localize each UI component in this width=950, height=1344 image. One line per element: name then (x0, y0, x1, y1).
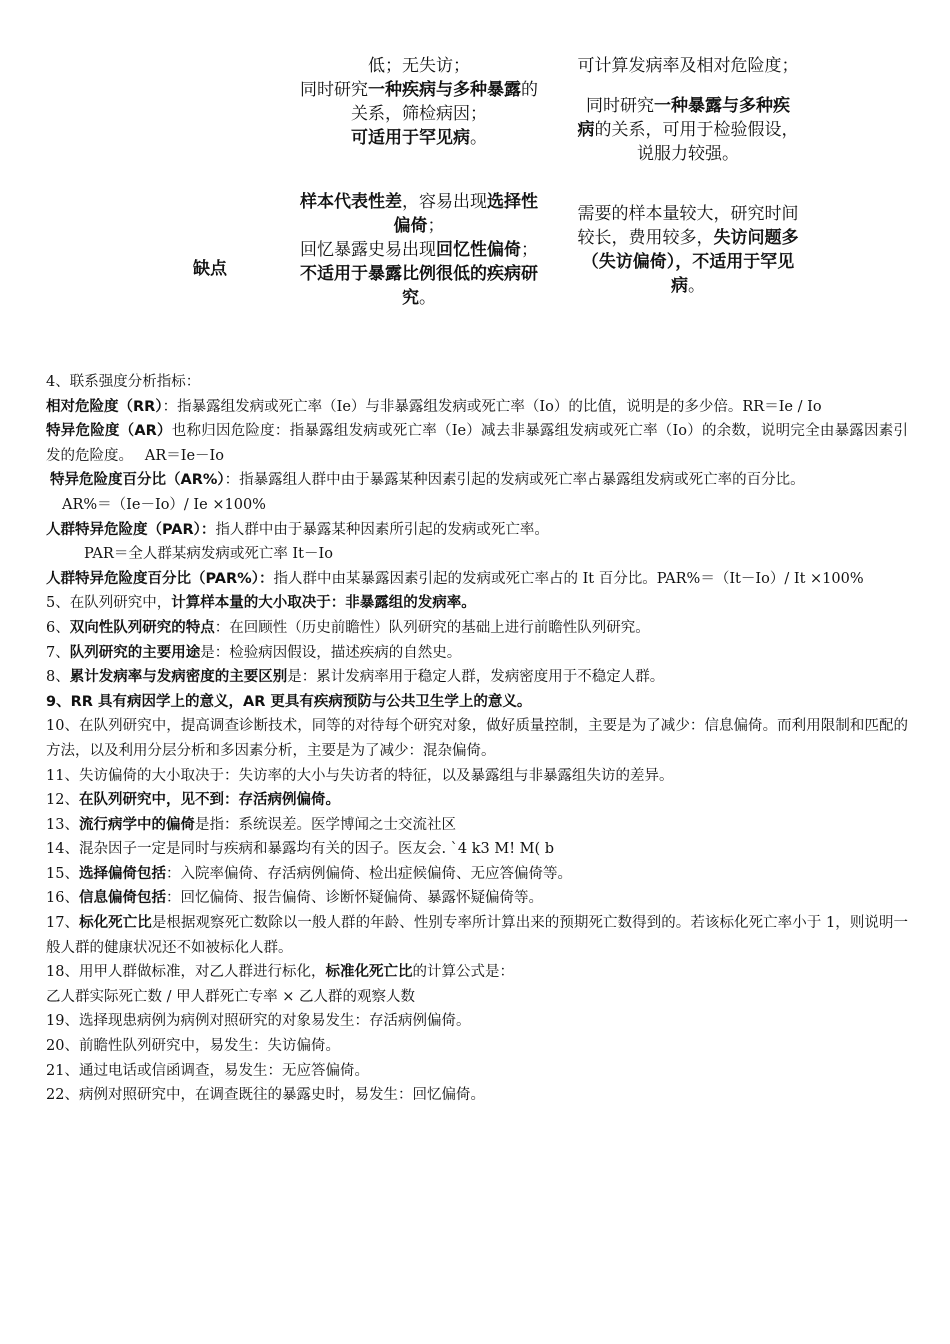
note-7: 7、队列研究的主要用途是：检验病因假设，描述疾病的自然史。 (46, 644, 462, 661)
text-line: 不适用于暴露比例很低的疾病研 (300, 264, 538, 284)
note-parp: 人群特异危险度百分比（PAR%）：指人群中由某暴露因素引起的发病或死亡率占的 It 百分比。PAR%＝（It－Io）/ It ×100% (46, 570, 864, 587)
advantages-cell-case-control (280, 54, 558, 150)
note-12: 12、在队列研究中，见不到：存活病例偏倚。 (46, 792, 340, 809)
note-rr: 相对危险度（RR）：指暴露组发病或死亡率（Ie）与非暴露组发病或死亡率（Io）的比值，说明是的多少倍。RR＝Ie / Io (46, 398, 822, 415)
text-line: 回忆暴露史易出现回忆性偏倚； (300, 240, 538, 260)
note-14: 14、混杂因子一定是同时与疾病和暴露均有关的因子。医友会. `4 k3 M! M( b (46, 841, 555, 858)
text-line: （失访偏倚），不适用于罕见 (581, 252, 795, 272)
text-line: 同时研究一种暴露与多种疾 (586, 96, 790, 116)
note-19: 19、选择现患病例为病例对照研究的对象易发生：存活病例偏倚。 (46, 1013, 471, 1030)
note-par-formula: PAR＝全人群某病发病或死亡率 It－Io (84, 546, 333, 563)
note-13: 13、流行病学中的偏倚是指：系统误差。医学博闻之士交流社区 (46, 816, 456, 833)
note-21: 21、通过电话或信函调查，易发生：无应答偏倚。 (46, 1062, 369, 1079)
text-line: 说服力较强。 (637, 144, 739, 164)
note-16: 16、信息偏倚包括：回忆偏倚、报告偏倚、诊断怀疑偏倚、暴露怀疑偏倚等。 (46, 890, 543, 907)
note-5: 5、在队列研究中，计算样本量的大小取决于：非暴露组的发病率。 (46, 595, 476, 612)
note-arp: 特异危险度百分比（AR%）：指暴露组人群中由于暴露某种因素引起的发病或死亡率占暴露组发病或死亡率的百分比。 (50, 472, 805, 489)
note-arp-formula: AR%＝（Ie－Io）/ Ie ×100% (62, 496, 266, 513)
note-18-formula: 乙人群实际死亡数 / 甲人群死亡专率 × 乙人群的观察人数 (46, 988, 415, 1005)
text-line: 低；无失访； (368, 56, 470, 76)
note-6: 6、双向性队列研究的特点：在回顾性（历史前瞻性）队列研究的基础上进行前瞻性队列研究。 (46, 619, 650, 636)
note-20: 20、前瞻性队列研究中，易发生：失访偏倚。 (46, 1038, 340, 1055)
note-18: 18、用甲人群做标准，对乙人群进行标化，标准化死亡比的计算公式是： (46, 964, 514, 981)
text-line: 需要的样本量较大，研究时间 (577, 204, 799, 224)
text-line: 关系，筛检病因； (351, 104, 487, 124)
note-11: 11、失访偏倚的大小取决于：失访率的大小与失访者的特征，以及暴露组与非暴露组失访的差异。 (46, 767, 674, 784)
note-17: 17、标化死亡比是根据观察死亡数除以一般人群的年龄、性别专率所计算出来的预期死亡数得到的。若该标化死亡率小于 1，则说明一般人群的健康状况还不如被标化人群。 (46, 915, 908, 956)
notes-section (46, 370, 908, 1108)
disadvantages-cell-cohort (558, 202, 818, 298)
note-8: 8、累计发病率与发病密度的主要区别是：累计发病率用于稳定人群，发病密度用于不稳定人群。 (46, 669, 665, 686)
text-line: 偏倚； (393, 216, 445, 236)
advantages-cell-cohort (558, 54, 818, 166)
text-line: 样本代表性差，容易出现选择性 (300, 192, 538, 212)
text-line: 可适用于罕见病。 (351, 128, 487, 148)
text-line: 较长，费用较多，失访问题多 (577, 228, 799, 248)
note-ar: 特异危险度（AR）也称归因危险度：指暴露组发病或死亡率（Ie）减去非暴露组发病或死亡率（Io）的余数，说明完全由暴露因素引发的危险度。 AR＝Ie－Io (46, 423, 908, 464)
disadvantages-label: 缺点 (193, 259, 227, 279)
text-line: 病。 (671, 276, 705, 296)
text-line: 究。 (402, 288, 436, 308)
text-line: 同时研究一种疾病与多种暴露的 (300, 80, 538, 100)
note-9: 9、RR 具有病因学上的意义，AR 更具有疾病预防与公共卫生学上的意义。 (46, 693, 532, 710)
note-22: 22、病例对照研究中，在调查既往的暴露史时，易发生：回忆偏倚。 (46, 1087, 485, 1104)
note-15: 15、选择偏倚包括：入院率偏倚、存活病例偏倚、检出症候偏倚、无应答偏倚等。 (46, 865, 572, 882)
note-10: 10、在队列研究中，提高调查诊断技术，同等的对待每个研究对象，做好质量控制，主要是为了减少：信息偏倚。而利用限制和匹配的方法，以及利用分层分析和多因素分析，主要是为了减少：混杂偏倚。 (46, 718, 908, 759)
disadvantages-cell-case-control (280, 190, 558, 310)
note-par: 人群特异危险度（PAR）：指人群中由于暴露某种因素所引起的发病或死亡率。 (46, 521, 549, 538)
note-4: 4、联系强度分析指标： (46, 374, 201, 390)
text-line: 可计算发病率及相对危险度； (577, 56, 799, 76)
text-line: 病的关系，可用于检验假设， (577, 120, 799, 140)
